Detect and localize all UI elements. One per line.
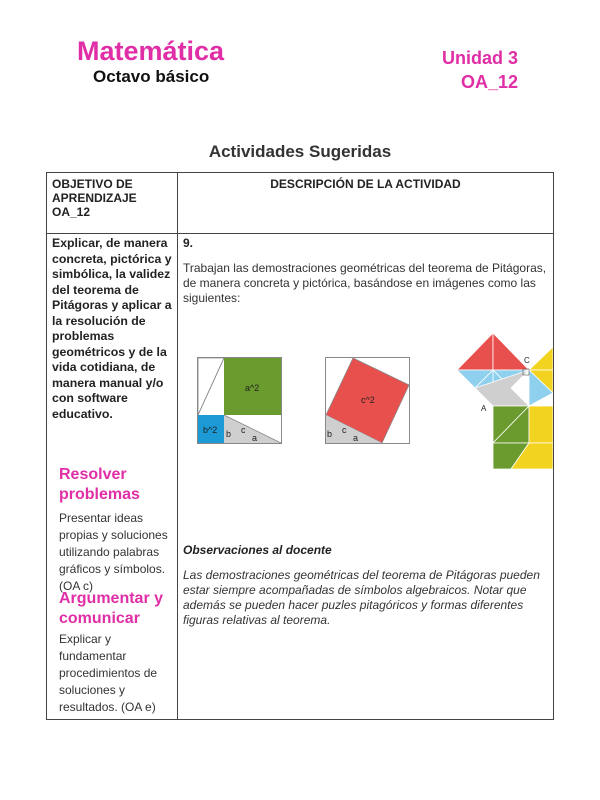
pythagoras-figure-2 bbox=[325, 357, 411, 445]
label-c-2: c bbox=[342, 425, 347, 435]
pythagoras-figure-3 bbox=[457, 333, 553, 469]
grade-label: Octavo básico bbox=[93, 67, 210, 86]
skill-desc-argumentar: Explicar y fundamentar procedimientos de soluciones y resultados. (OA e) bbox=[59, 632, 158, 714]
skill-desc-resolver: Presentar ideas propias y soluciones utilizando palabras gráficos y símbolos. (OA c) bbox=[59, 511, 168, 593]
label-b2: b^2 bbox=[203, 425, 218, 435]
skill-title-resolver: Resolver problemas bbox=[59, 466, 140, 503]
label-a2: a^2 bbox=[245, 383, 260, 393]
unit-label: Unidad 3 bbox=[441, 48, 518, 68]
label-a-2: a bbox=[353, 433, 359, 443]
oa-code: OA_12 bbox=[460, 72, 518, 92]
label-C: C bbox=[524, 356, 530, 365]
skill-title-argumentar: Argumentar y comunicar bbox=[59, 590, 164, 627]
label-c: c bbox=[241, 425, 246, 435]
header-left bbox=[77, 36, 224, 88]
observations-text: Las demostraciones geométricas del teorema de Pitágoras pueden estar siempre acompañadas de símbolos algebraicos. Notar que además se pueden hacer puzles pitagóricos y formas diferentes figuras relativas al teorema. bbox=[183, 568, 540, 627]
label-a: a bbox=[252, 433, 258, 443]
activity-table bbox=[46, 172, 554, 720]
activity-number: 9. bbox=[183, 236, 194, 250]
pythagoras-figure-1 bbox=[197, 357, 283, 445]
label-b: b bbox=[226, 429, 232, 439]
objective-text: Explicar, de manera concreta, pictórica y simbólica, la validez del teorema de Pitágoras y aplicar a la resolución de problemas geométricos y de la vida cotidiana, de manera manual y/o con software educativo. bbox=[52, 236, 172, 421]
section-title: Actividades Sugeridas bbox=[208, 142, 392, 161]
activity-description: Trabajan las demostraciones geométricas del teorema de Pitágoras, de manera concreta y pictórica, basándose en imágenes como las siguientes: bbox=[183, 261, 547, 305]
header-divider bbox=[47, 233, 553, 234]
label-c2: c^2 bbox=[361, 395, 375, 405]
observations-title: Observaciones al docente bbox=[183, 543, 332, 557]
objective-column-header: OBJETIVO DE APRENDIZAJE OA_12 bbox=[52, 177, 137, 219]
header-right bbox=[442, 46, 518, 94]
column-divider bbox=[177, 173, 178, 719]
subject-title: Matemática bbox=[77, 36, 225, 66]
label-b-2: b bbox=[327, 429, 333, 439]
description-column-header: DESCRIPCIÓN DE LA ACTIVIDAD bbox=[270, 177, 461, 191]
label-A: A bbox=[481, 404, 487, 413]
